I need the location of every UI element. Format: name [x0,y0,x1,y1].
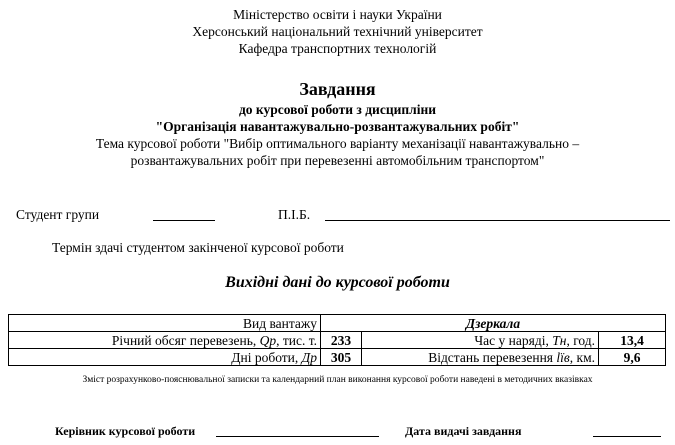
annual-volume-label-prefix: Річний обсяг перевезень, [111,332,260,348]
shift-time-label [362,332,599,349]
supervisor-label: Керівник курсової роботи [55,424,196,438]
annual-volume-value: 233 [321,332,362,349]
table-row [9,349,666,366]
annual-volume-label-suffix: , тис. т. [276,332,317,348]
student-group-field[interactable] [153,220,215,221]
topic-line-2: розвантажувальних робіт при перевезенні автомобільним транспортом" [130,153,545,168]
input-data-table [8,314,666,366]
work-days-value: 305 [321,349,362,366]
topic-line-1: Тема курсової роботи "Вибір оптимального варіанту механізації навантажувально – [95,136,580,151]
annual-volume-symbol: Qр [259,332,277,348]
shift-time-label-suffix: , год. [566,332,595,348]
deadline-label: Термін здачі студентом закінченої курсової роботи [52,240,344,255]
distance-label-prefix: Відстань перевезення [428,349,557,365]
shift-time-value: 13,4 [599,332,666,349]
shift-time-symbol: Тн [552,332,567,348]
methodology-note: Зміст розрахунково-пояснювальної записки та календарний план виконання курсової роботи наведені в методичних вказівках [82,375,593,385]
assignment-title: Завдання [299,79,376,99]
distance-label [362,349,599,366]
distance-label-suffix: , км. [569,349,595,365]
discipline-name: "Організація навантажувально-розвантажувальних робіт" [155,119,520,134]
distance-symbol: lїв [556,349,570,365]
issue-date-field[interactable] [593,436,661,437]
shift-time-label-prefix: Час у наряді, [474,332,553,348]
university-name: Херсонський національний технічний університет [192,24,483,39]
student-name-field[interactable] [325,220,670,221]
distance-value: 9,6 [599,349,666,366]
cargo-type-value: Дзеркала [321,315,666,332]
cargo-type-label: Вид вантажу [9,315,321,332]
assignment-subtitle: до курсової роботи з дисципліни [238,102,437,117]
supervisor-signature-field[interactable] [216,436,379,437]
issue-date-label: Дата видачі завдання [405,424,522,438]
input-data-title: Вихідні дані до курсової роботи [225,274,450,291]
ministry-name: Міністерство освіти і науки України [233,7,442,22]
annual-volume-label [9,332,321,349]
table-row [9,332,666,349]
table-row [9,315,666,332]
student-name-label: П.І.Б. [278,207,311,222]
department-name: Кафедра транспортних технологій [238,41,437,56]
work-days-label-prefix: Дні роботи, [231,349,302,365]
student-group-label: Студент групи [16,207,100,222]
work-days-symbol: Др [301,349,317,365]
work-days-label [9,349,321,366]
